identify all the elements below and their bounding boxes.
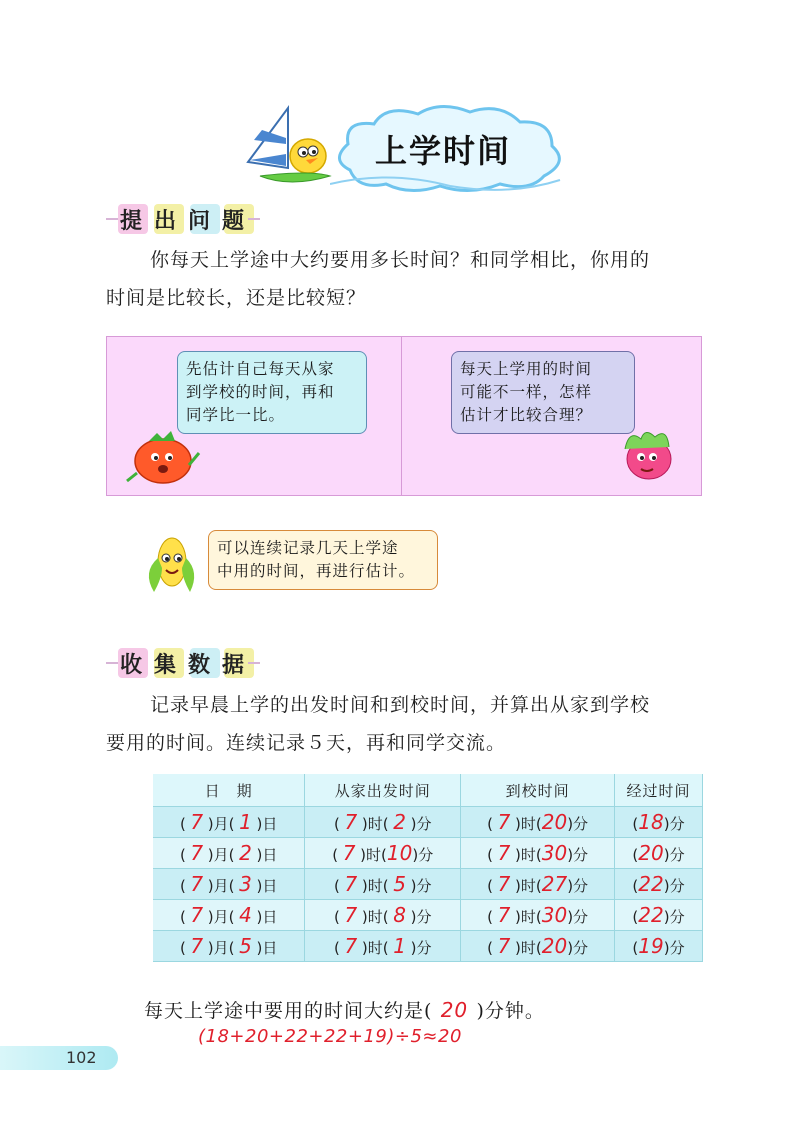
handwritten-calculation: (18+20+22+22+19)÷5≈20 bbox=[198, 1026, 462, 1047]
cell-elapsed: 22 bbox=[638, 903, 664, 927]
cell-elapsed: 20 bbox=[638, 841, 664, 865]
cell-depart-minute: 1 bbox=[393, 934, 406, 958]
cell-day: 1 bbox=[239, 810, 252, 834]
cell-month: 7 bbox=[190, 934, 204, 958]
cell-month: 7 bbox=[190, 903, 204, 927]
cell-depart-hour: 7 bbox=[344, 810, 358, 834]
commute-time-table bbox=[153, 774, 703, 962]
cell-depart-hour: 7 bbox=[344, 872, 358, 896]
cell-arrive-minute: 30 bbox=[541, 841, 568, 865]
header-elapsed: 经过时间 bbox=[615, 774, 703, 807]
cell-arrive-hour: 7 bbox=[497, 903, 511, 927]
page-title: 上学时间 bbox=[375, 132, 512, 170]
elapsed-cell: (22)分 bbox=[615, 900, 703, 931]
departure-cell: ( 7 )时( 1 )分 bbox=[305, 931, 461, 962]
table-row bbox=[153, 807, 703, 838]
collect-paragraph-line1: 记录早晨上学的出发时间和到校时间，并算出从家到学校 bbox=[150, 694, 651, 716]
cell-arrive-minute: 20 bbox=[541, 810, 568, 834]
page-number-tab bbox=[0, 1046, 118, 1070]
arrival-cell: ( 7 )时(27)分 bbox=[461, 869, 615, 900]
table-header-row bbox=[153, 774, 703, 807]
ask-paragraph-line2: 时间是比较长，还是比较短？ bbox=[106, 287, 367, 309]
elapsed-cell: (22)分 bbox=[615, 869, 703, 900]
date-cell: ( 7 )月( 3 )日 bbox=[153, 869, 305, 900]
section-heading-collect: 收集数据 bbox=[106, 646, 266, 680]
ask-paragraph-line1: 你每天上学途中大约要用多长时间？和同学相比，你用的 bbox=[150, 249, 651, 271]
cell-month: 7 bbox=[190, 841, 204, 865]
header-date: 日 期 bbox=[153, 774, 305, 807]
cell-day: 5 bbox=[239, 934, 252, 958]
tomato-character-illustration bbox=[123, 423, 203, 489]
cell-month: 7 bbox=[190, 810, 204, 834]
cell-depart-hour: 7 bbox=[342, 841, 356, 865]
summary-answer: 20 bbox=[440, 998, 469, 1022]
collect-paragraph-line2: 要用的时间。连续记录５天，再和同学交流。 bbox=[106, 732, 507, 754]
table-row bbox=[153, 931, 703, 962]
cell-day: 3 bbox=[239, 872, 252, 896]
discussion-box bbox=[106, 336, 702, 496]
header-arrival: 到校时间 bbox=[461, 774, 615, 807]
arrival-cell: ( 7 )时(30)分 bbox=[461, 838, 615, 869]
cell-elapsed: 22 bbox=[638, 872, 664, 896]
departure-cell: ( 7 )时(10)分 bbox=[305, 838, 461, 869]
table-row bbox=[153, 900, 703, 931]
elapsed-cell: (18)分 bbox=[615, 807, 703, 838]
corn-speech-bubble: 可以连续记录几天上学途 中用的时间，再进行估计。 bbox=[208, 530, 438, 590]
page-number: 102 bbox=[66, 1048, 97, 1067]
cell-elapsed: 19 bbox=[638, 934, 664, 958]
departure-cell: ( 7 )时( 2 )分 bbox=[305, 807, 461, 838]
radish-character-illustration bbox=[613, 423, 679, 483]
header-departure: 从家出发时间 bbox=[305, 774, 461, 807]
cell-arrive-minute: 27 bbox=[541, 872, 568, 896]
cell-day: 2 bbox=[239, 841, 252, 865]
cell-depart-minute: 10 bbox=[386, 841, 413, 865]
cell-arrive-hour: 7 bbox=[497, 934, 511, 958]
cell-elapsed: 18 bbox=[638, 810, 664, 834]
summary-sentence: 每天上学途中要用的时间大约是( 20 )分钟。 bbox=[144, 998, 545, 1022]
cell-depart-minute: 2 bbox=[393, 810, 406, 834]
elapsed-cell: (20)分 bbox=[615, 838, 703, 869]
date-cell: ( 7 )月( 1 )日 bbox=[153, 807, 305, 838]
cell-depart-minute: 5 bbox=[393, 872, 406, 896]
tomato-speech-bubble: 先估计自己每天从家 到学校的时间，再和 同学比一比。 bbox=[177, 351, 367, 434]
cell-depart-hour: 7 bbox=[344, 903, 358, 927]
arrival-cell: ( 7 )时(20)分 bbox=[461, 931, 615, 962]
cell-arrive-minute: 30 bbox=[541, 903, 568, 927]
departure-cell: ( 7 )时( 5 )分 bbox=[305, 869, 461, 900]
section-heading-ask: 提出问题 bbox=[106, 202, 266, 236]
date-cell: ( 7 )月( 2 )日 bbox=[153, 838, 305, 869]
table-row bbox=[153, 869, 703, 900]
elapsed-cell: (19)分 bbox=[615, 931, 703, 962]
cell-arrive-minute: 20 bbox=[541, 934, 568, 958]
title-banner bbox=[240, 100, 570, 200]
arrival-cell: ( 7 )时(20)分 bbox=[461, 807, 615, 838]
cell-day: 4 bbox=[239, 903, 252, 927]
cell-arrive-hour: 7 bbox=[497, 841, 511, 865]
departure-cell: ( 7 )时( 8 )分 bbox=[305, 900, 461, 931]
date-cell: ( 7 )月( 4 )日 bbox=[153, 900, 305, 931]
date-cell: ( 7 )月( 5 )日 bbox=[153, 931, 305, 962]
cell-month: 7 bbox=[190, 872, 204, 896]
cell-arrive-hour: 7 bbox=[497, 810, 511, 834]
cell-depart-hour: 7 bbox=[344, 934, 358, 958]
arrival-cell: ( 7 )时(30)分 bbox=[461, 900, 615, 931]
corn-character-illustration bbox=[138, 528, 204, 598]
radish-speech-bubble: 每天上学用的时间 可能不一样，怎样 估计才比较合理？ bbox=[451, 351, 635, 434]
cell-depart-minute: 8 bbox=[393, 903, 406, 927]
table-row bbox=[153, 838, 703, 869]
cell-arrive-hour: 7 bbox=[497, 872, 511, 896]
